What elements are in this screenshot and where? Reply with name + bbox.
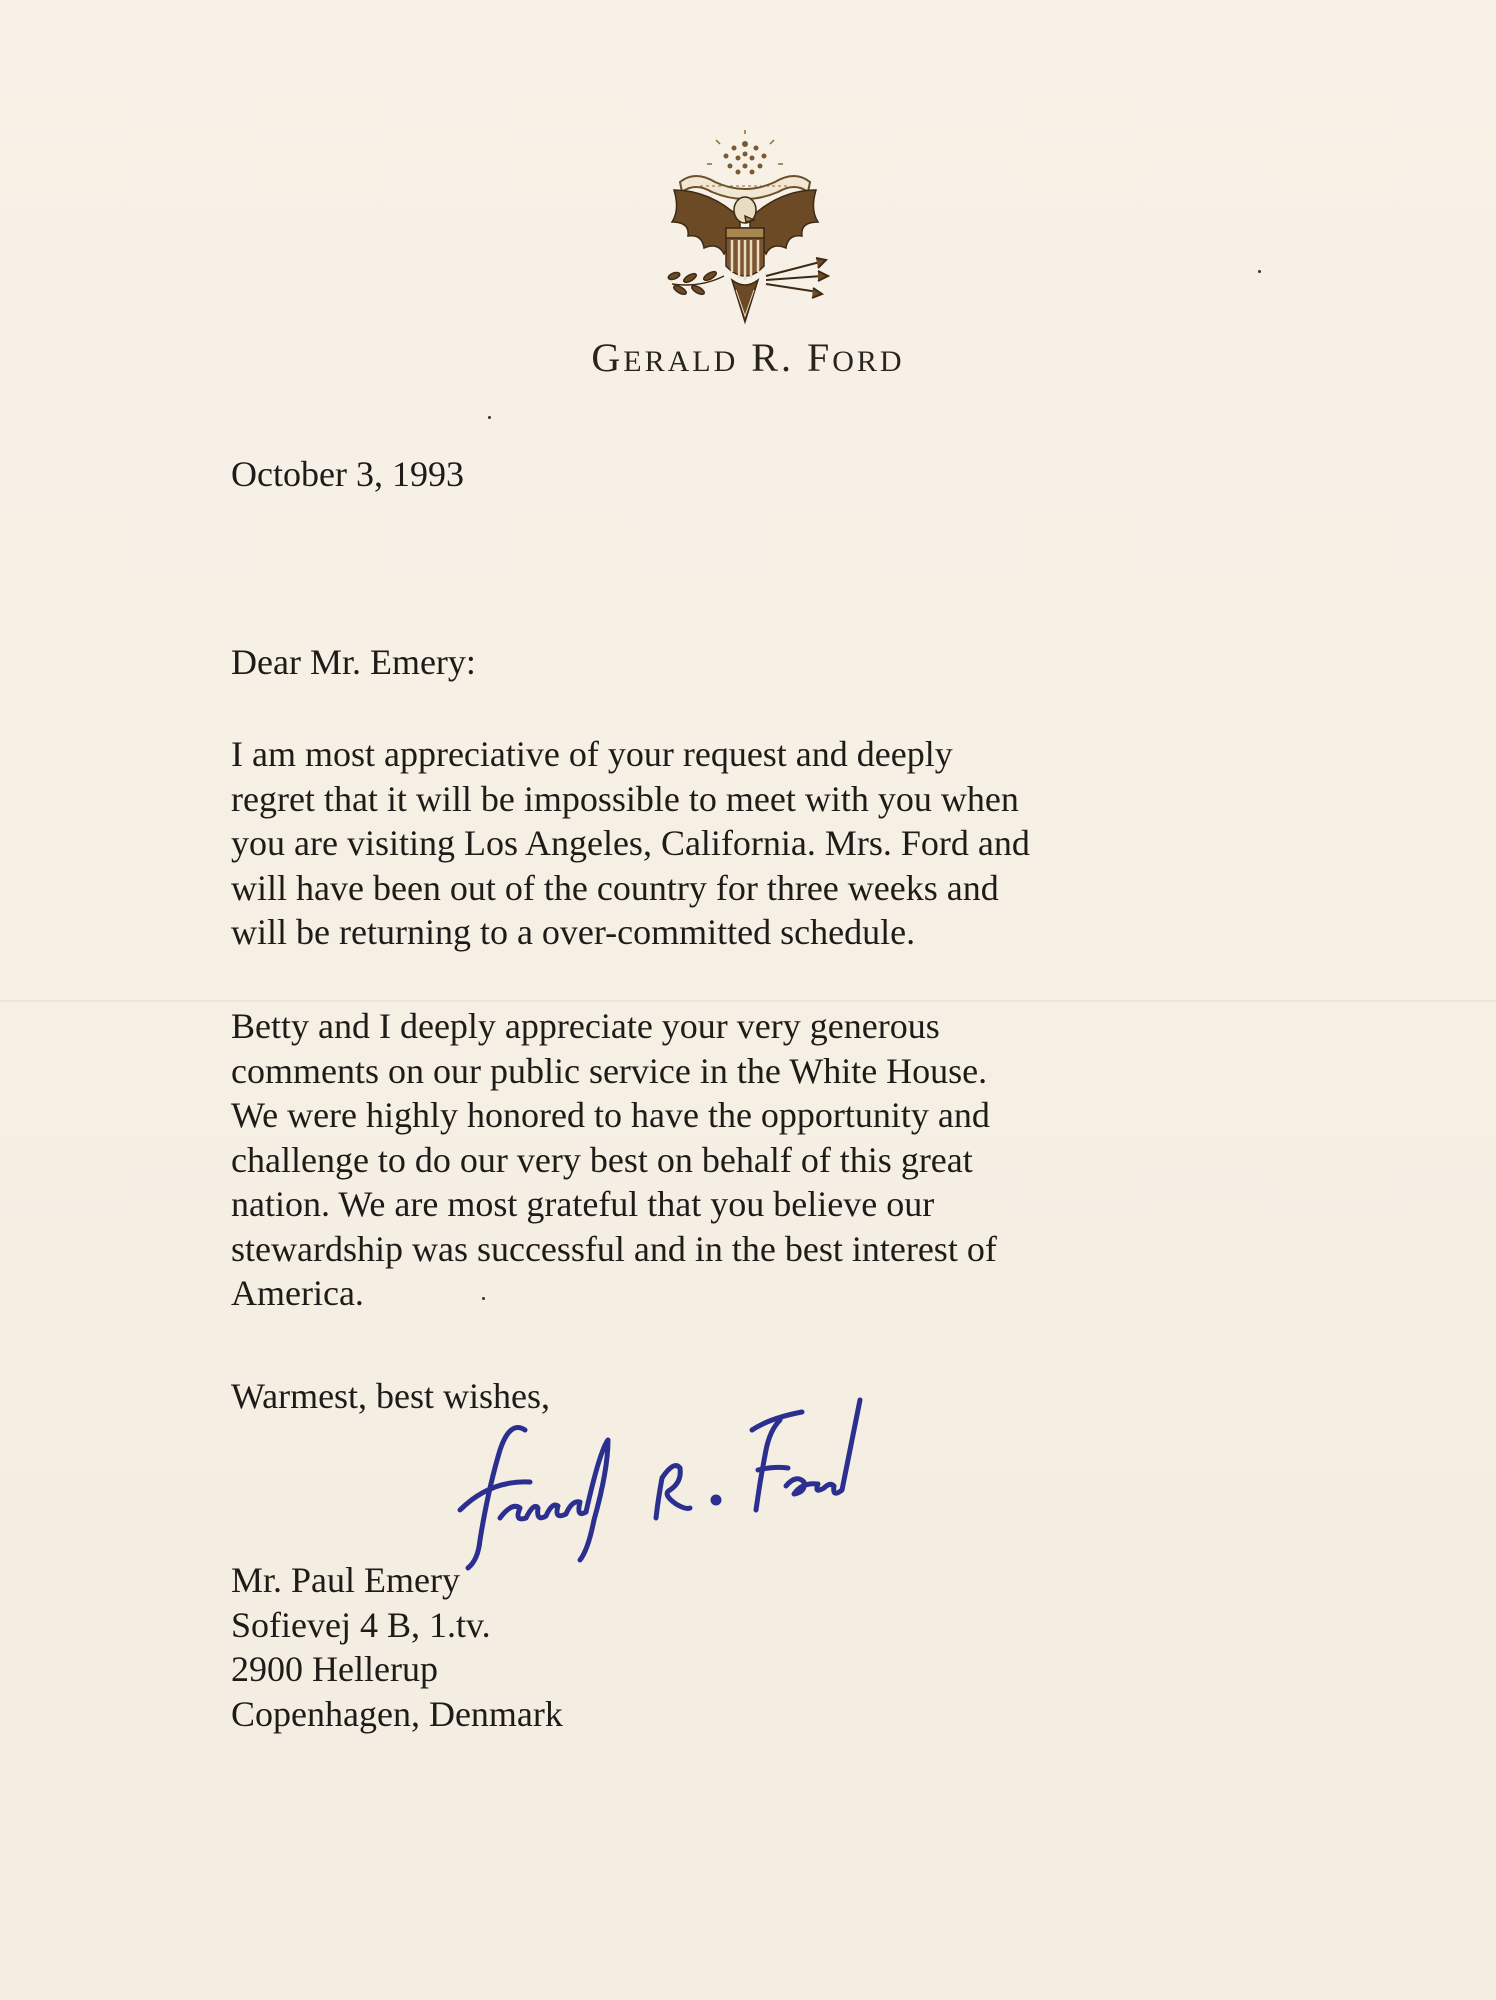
address-line: Sofievej 4 B, 1.tv.: [231, 1604, 491, 1645]
paragraph-line: you are visiting Los Angeles, California. Mrs. Ford and: [231, 823, 1030, 863]
letterhead-initial-last: F: [806, 335, 833, 380]
address-line: Mr. Paul Emery: [231, 1560, 460, 1600]
letterhead-middle-initial: R.: [751, 335, 794, 380]
paragraph-line: will be returning to a over-committed schedule.: [231, 912, 916, 952]
letterhead-last-name-rest: ORD: [832, 345, 905, 378]
paragraph-line: I am most appreciative of your request and deeply: [231, 734, 953, 774]
paragraph-line: comments on our public service in the White House.: [231, 1050, 988, 1091]
letterhead-first-name-rest: ERALD: [623, 345, 739, 378]
paragraph-line: nation. We are most grateful that you believe our: [231, 1184, 935, 1224]
letterhead-name: [400, 334, 1096, 381]
recipient-address: [231, 1558, 563, 1736]
paragraph-line: stewardship was successful and in the best interest of: [231, 1228, 997, 1269]
paper-fold-line: [0, 1000, 1496, 1002]
letterhead-initial-first: G: [591, 335, 624, 380]
paper-speck: [1258, 270, 1261, 273]
paper-speck: [482, 1297, 485, 1300]
paragraph-line: America.: [231, 1273, 364, 1313]
paragraph-line: Betty and I deeply appreciate your very generous: [231, 1006, 940, 1046]
paper-speck: [488, 416, 491, 419]
letter-date: October 3, 1993: [231, 454, 464, 494]
letter-paragraph-2: [231, 1004, 997, 1316]
letter-paragraph-1: [231, 732, 1030, 955]
paragraph-line: challenge to do our very best on behalf of this great: [231, 1139, 973, 1180]
address-line: Copenhagen, Denmark: [231, 1693, 563, 1734]
paragraph-line: will have been out of the country for three weeks and: [231, 867, 999, 908]
presidential-seal-icon: [650, 130, 840, 330]
address-line: 2900 Hellerup: [231, 1649, 438, 1689]
letter-closing: Warmest, best wishes,: [231, 1376, 551, 1416]
letter-salutation: Dear Mr. Emery:: [231, 642, 476, 682]
paragraph-line: We were highly honored to have the opportunity and: [231, 1095, 990, 1135]
paragraph-line: regret that it will be impossible to meet with you when: [231, 778, 1019, 819]
